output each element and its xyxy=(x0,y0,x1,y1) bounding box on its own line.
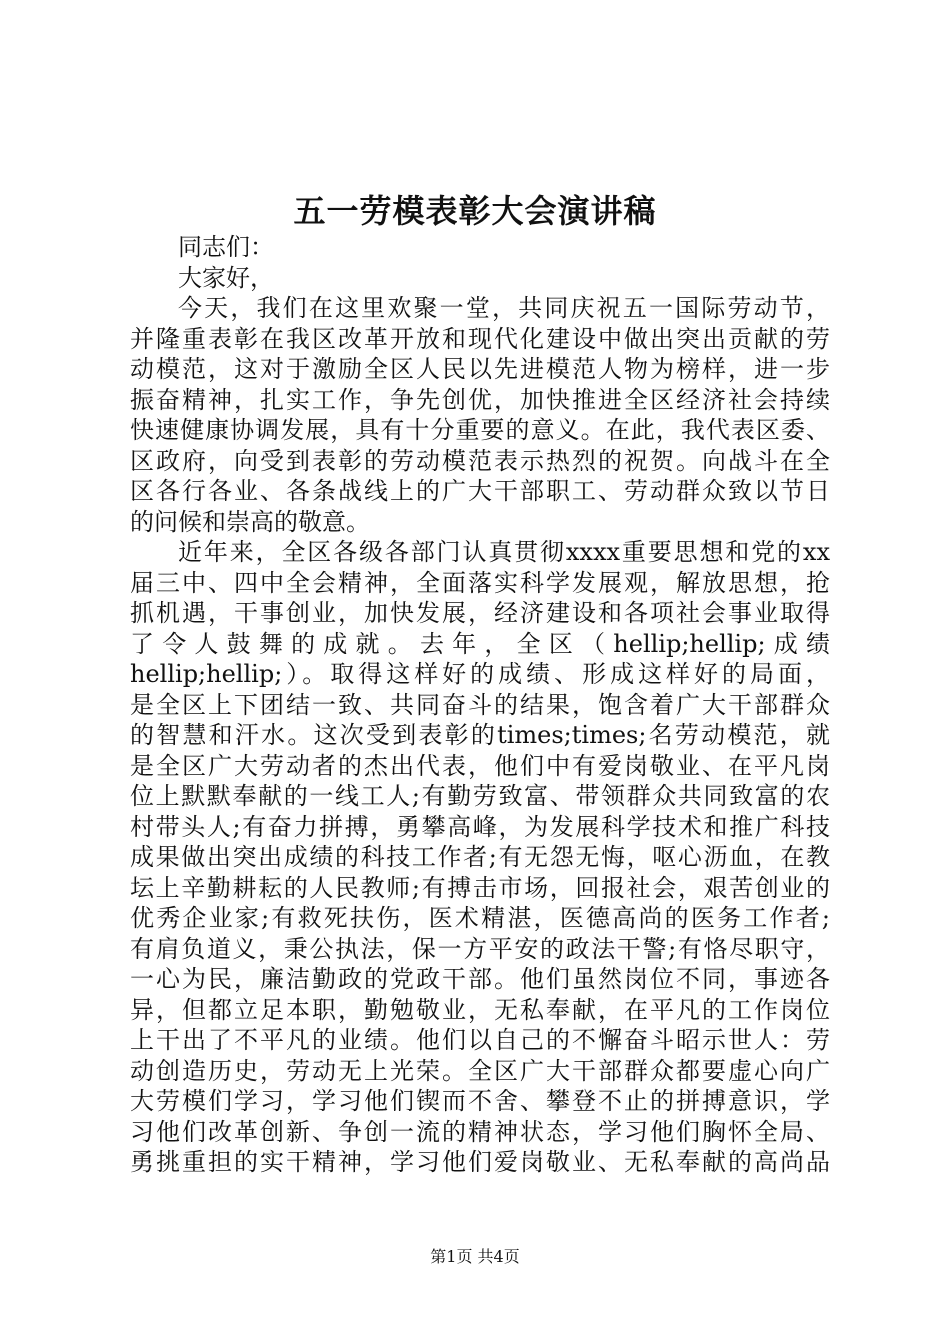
text-line: 并隆重表彰在我区改革开放和现代化建设中做出突出贡献的劳 xyxy=(130,324,830,353)
text-line: 是全区广大劳动者的杰出代表，他们中有爱岗敬业、在平凡岗 xyxy=(130,751,830,780)
document-title: 五一劳模表彰大会演讲稿 xyxy=(293,192,657,230)
text-line: 的智慧和汗水。这次受到表彰的times;times;名劳动模范，就 xyxy=(130,721,830,749)
text-line: 一心为民，廉洁勤政的党政干部。他们虽然岗位不同，事迹各 xyxy=(130,965,830,993)
text-line: 成果做出突出成绩的科技工作者;有无怨无悔，呕心沥血，在教 xyxy=(130,843,830,871)
text-line: 大家好， xyxy=(178,263,274,292)
text-line: 区各行各业、各条战线上的广大干部职工、劳动群众致以节日 xyxy=(130,477,830,505)
text-line: 抓机遇，干事创业，加快发展，经济建设和各项社会事业取得 xyxy=(130,599,830,627)
text-line: 快速健康协调发展，具有十分重要的意义。在此，我代表区委、 xyxy=(130,416,830,444)
text-line: 同志们： xyxy=(178,233,274,261)
text-line: 振奋精神，扎实工作，争先创优，加快推进全区经济社会持续 xyxy=(130,385,830,414)
text-line: 大劳模们学习，学习他们锲而不舍、攀登不止的拼搏意识，学 xyxy=(130,1087,830,1115)
text-line: 异，但都立足本职，勤勉敬业，无私奉献，在平凡的工作岗位 xyxy=(130,995,830,1024)
text-line: 优秀企业家;有救死扶伤，医术精湛，医德高尚的医务工作者; xyxy=(130,904,830,932)
text-line: 区政府，向受到表彰的劳动模范表示热烈的祝贺。向战斗在全 xyxy=(130,446,830,475)
text-line: 是全区上下团结一致、共同奋斗的结果，饱含着广大干部群众 xyxy=(130,690,830,719)
text-line: 勇挑重担的实干精神，学习他们爱岗敬业、无私奉献的高尚品 xyxy=(130,1148,830,1176)
document-body xyxy=(130,232,830,1178)
text-line: 习他们改革创新、争创一流的精神状态，学习他们胸怀全局、 xyxy=(130,1117,830,1146)
text-line: 村带头人;有奋力拼搏，勇攀高峰，为发展科学技术和推广科技 xyxy=(130,812,830,841)
text-line: 届三中、四中全会精神，全面落实科学发展观，解放思想，抢 xyxy=(130,568,830,597)
text-line: hellip;hellip;）。取得这样好的成绩、形成这样好的局面， xyxy=(130,660,830,688)
text-line: 有肩负道义，秉公执法，保一方平安的政法干警;有恪尽职守， xyxy=(130,934,830,963)
text-line: 了令人鼓舞的成就。去年，全区（hellip;hellip;成绩 xyxy=(130,629,830,658)
text-line: 今天，我们在这里欢聚一堂，共同庆祝五一国际劳动节， xyxy=(178,294,830,322)
text-line: 的问候和崇高的敬意。 xyxy=(130,507,370,536)
text-line: 动模范，这对于激励全区人民以先进模范人物为榜样，进一步 xyxy=(130,355,830,383)
page-footer: 第1页 共4页 xyxy=(430,1247,520,1266)
text-line: 位上默默奉献的一线工人;有勤劳致富、带领群众共同致富的农 xyxy=(130,782,830,810)
text-line: 上干出了不平凡的业绩。他们以自己的不懈奋斗昭示世人：劳 xyxy=(130,1026,830,1054)
text-line: 动创造历史，劳动无上光荣。全区广大干部群众都要虚心向广 xyxy=(130,1056,830,1085)
text-line: 坛上辛勤耕耘的人民教师;有搏击市场，回报社会，艰苦创业的 xyxy=(130,873,830,902)
text-line: 近年来，全区各级各部门认真贯彻xxxx重要思想和党的xx xyxy=(178,538,830,566)
